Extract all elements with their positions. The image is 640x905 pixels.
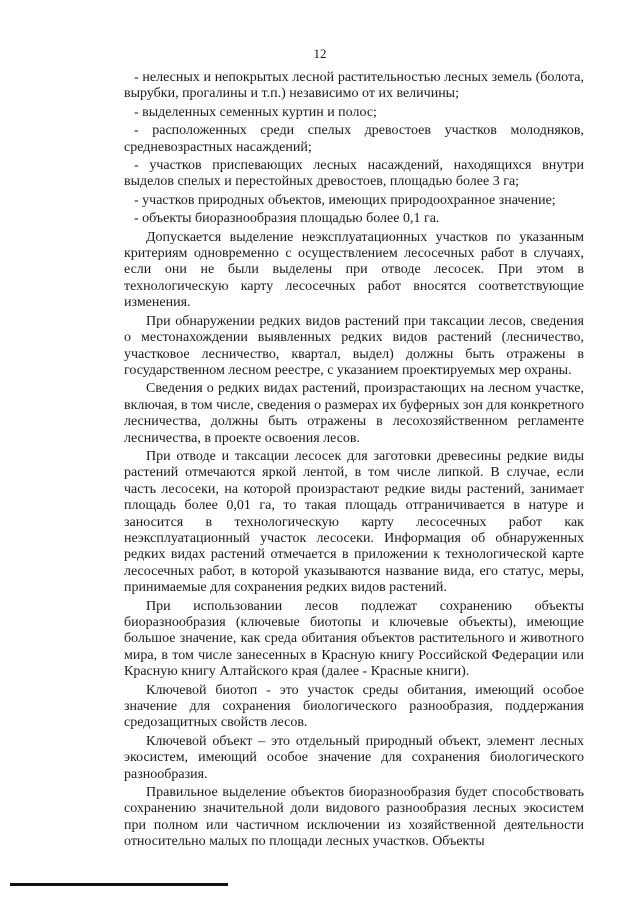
paragraph: Ключевой биотоп - это участок среды обитания, имеющий особое значение для сохранения биологического разнообразия, поддержания средозащитных свойств лесов. — [124, 682, 584, 731]
paragraph: При обнаружении редких видов растений при таксации лесов, сведения о местонахождении выявленных редких видов растений (лесничество, участковое лесничество, квартал, выдел) должны быть отражены в государственном лесном реестре, с указанием проектируемых мер охраны. — [124, 313, 584, 378]
paragraph: При использовании лесов подлежат сохранению объекты биоразнообразия (ключевые биотопы и ключевые объекты), имеющие большое значение, как среда обитания объектов растительного и животного мира, в том числе занесенных в Красную книгу Российской Федерации или Красную книгу Алтайского края (далее - Красные книги). — [124, 598, 584, 680]
list-item: - нелесных и непокрытых лесной растительностью лесных земель (болота, вырубки, прогалины и т.п.) независимо от их величины; — [124, 70, 584, 102]
paragraph: Сведения о редких видах растений, произрастающих на лесном участке, включая, в том числе, сведения о размерах их буферных зон для конкретного лесничества, должны быть отражены в лесохозяйственном регламенте лесничества, в проекте освоения лесов. — [124, 381, 584, 446]
list-item: - расположенных среди спелых древостоев участков молодняков, средневозрастных насаждений; — [124, 123, 584, 155]
list-item: - объекты биоразнообразия площадью более 0,1 га. — [134, 211, 440, 227]
list-item: - участков природных объектов, имеющих природоохранное значение; — [134, 192, 556, 208]
paragraph: Допускается выделение неэксплуатационных участков по указанным критериям одновременно с осуществлением лесосечных работ в случаях, если они не были выделены при отводе лесосек. При этом в технологическую карту лесосечных работ вносятся соответствующие изменения. — [124, 229, 584, 311]
document-body — [124, 70, 584, 853]
list-item: - выделенных семенных куртин и полос; — [134, 104, 377, 120]
paragraph: При отводе и таксации лесосек для заготовки древесины редкие виды растений отмечаются яркой лентой, в том числе липкой. В случае, если часть лесосеки, на которой произрастают редкие виды растений, занимает площадь более 0,01 га, то такая площадь отграничивается в натуре и заносится в технологическую карту лесосечных работ как неэксплуатационный участок лесосеки. Информация об обнаруженных редких видах растений отмечается в приложении к технологической карте лесосечных работ, в которой указываются название вида, его статус, меры, принимаемые для сохранения редких видов растений. — [124, 448, 584, 596]
list-item: - участков приспевающих лесных насаждений, находящихся внутри выделов спелых и перестойных древостоев, площадью более 3 га; — [124, 158, 584, 190]
paragraph: Ключевой объект – это отдельный природный объект, элемент лесных экосистем, имеющий особое значение для сохранения биологического разнообразия. — [124, 733, 584, 782]
paragraph: Правильное выделение объектов биоразнообразия будет способствовать сохранению значительной доли видового разнообразия лесных экосистем при полном или частичном исключении из хозяйственной деятельности относительно малых по площади лесных участков. Объекты — [124, 785, 584, 850]
page-number: 12 — [313, 46, 327, 61]
footer-rule — [10, 883, 228, 886]
